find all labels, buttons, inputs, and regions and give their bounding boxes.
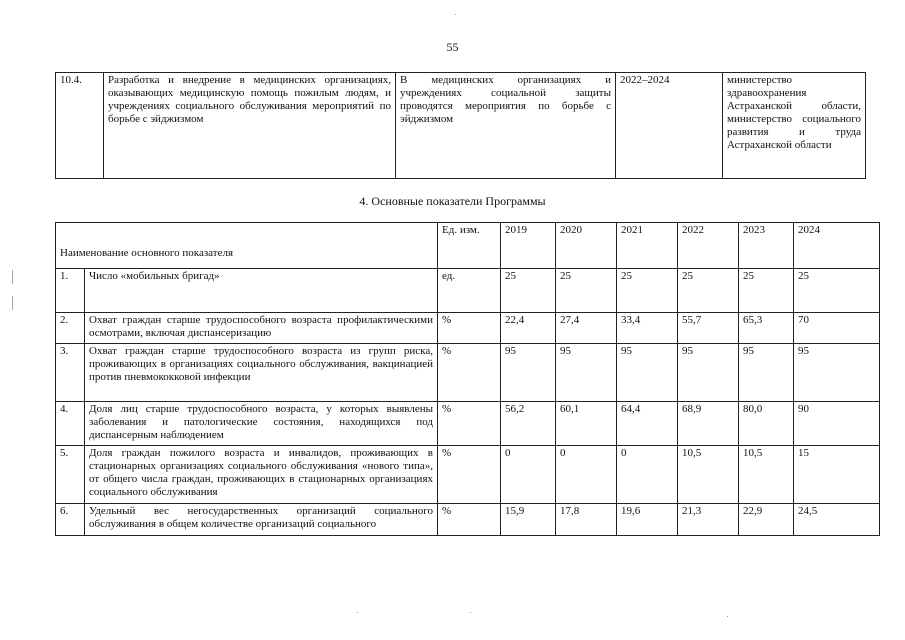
measure-number: 10.4. <box>56 73 104 179</box>
indicator-value: 95 <box>678 344 739 402</box>
measure-description: Разработка и внедрение в медицинских организациях, оказывающих медицинскую помощь пожилым людям, и учреждениях социального обслуживания мероприятий по борьбе с эйджизмом <box>104 73 396 179</box>
table-row <box>56 504 880 536</box>
indicator-value: 10,5 <box>678 446 739 504</box>
indicator-value: 25 <box>617 269 678 313</box>
row-number: 5. <box>56 446 85 504</box>
indicator-unit: % <box>438 402 501 446</box>
indicator-unit: % <box>438 446 501 504</box>
indicator-value: 95 <box>794 344 880 402</box>
table-row <box>56 269 880 313</box>
indicator-value: 27,4 <box>556 313 617 344</box>
measure-result: В медицинских организациях и учреждениях социальной защиты проводятся мероприятия по борьбе с эйджизмом <box>396 73 616 179</box>
indicator-value: 33,4 <box>617 313 678 344</box>
indicator-value: 65,3 <box>739 313 794 344</box>
indicator-value: 24,5 <box>794 504 880 536</box>
indicator-name: Охват граждан старше трудоспособного возраста профилактическими осмотрами, включая диспансеризацию <box>85 313 438 344</box>
indicator-value: 25 <box>678 269 739 313</box>
indicator-value: 21,3 <box>678 504 739 536</box>
indicator-value: 56,2 <box>501 402 556 446</box>
margin-mark <box>12 270 13 284</box>
header-year: 2024 <box>794 223 880 269</box>
header-year: 2021 <box>617 223 678 269</box>
indicator-unit: % <box>438 313 501 344</box>
row-number: 6. <box>56 504 85 536</box>
row-number: 1. <box>56 269 85 313</box>
section-title: 4. Основные показатели Программы <box>359 194 546 208</box>
header-indicator-name: Наименование основного показателя <box>56 223 438 269</box>
indicator-value: 15 <box>794 446 880 504</box>
indicator-unit: % <box>438 504 501 536</box>
row-number: 3. <box>56 344 85 402</box>
table-row <box>56 446 880 504</box>
indicator-value: 68,9 <box>678 402 739 446</box>
indicator-value: 64,4 <box>617 402 678 446</box>
indicator-value: 0 <box>617 446 678 504</box>
table-row <box>56 344 880 402</box>
indicator-value: 95 <box>501 344 556 402</box>
indicator-value: 95 <box>617 344 678 402</box>
indicator-value: 22,4 <box>501 313 556 344</box>
indicator-value: 0 <box>501 446 556 504</box>
header-year: 2022 <box>678 223 739 269</box>
header-year: 2023 <box>739 223 794 269</box>
header-year: 2020 <box>556 223 617 269</box>
indicator-unit: ед. <box>438 269 501 313</box>
indicator-name: Удельный вес негосударственных организаций социального обслуживания в общем количестве организаций социального <box>85 504 438 536</box>
page-number: 55 <box>446 40 459 54</box>
measures-table <box>55 72 866 179</box>
scan-speck <box>727 616 728 617</box>
indicator-value: 90 <box>794 402 880 446</box>
indicator-value: 0 <box>556 446 617 504</box>
row-number: 2. <box>56 313 85 344</box>
indicator-unit: % <box>438 344 501 402</box>
table-row <box>56 313 880 344</box>
indicator-value: 25 <box>556 269 617 313</box>
indicator-name: Доля граждан пожилого возраста и инвалидов, проживающих в стационарных организациях социального обслуживания «нового типа», от общего числа граждан, проживающих в стационарных организациях социального обслуживания <box>85 446 438 504</box>
indicator-value: 17,8 <box>556 504 617 536</box>
scan-speck <box>357 612 358 613</box>
indicator-value: 19,6 <box>617 504 678 536</box>
indicator-value: 25 <box>501 269 556 313</box>
indicator-value: 10,5 <box>739 446 794 504</box>
measure-responsible: министерство здравоохранения Астраханской области, министерство социального развития и труда Астраханской области <box>723 73 866 179</box>
measure-period: 2022–2024 <box>616 73 723 179</box>
indicator-value: 95 <box>739 344 794 402</box>
header-row <box>56 223 880 269</box>
indicator-value: 25 <box>739 269 794 313</box>
table-row <box>56 73 866 179</box>
indicator-name: Доля лиц старше трудоспособного возраста, у которых выявлены заболевания и патологические состояния, находящихся под диспансерным наблюдением <box>85 402 438 446</box>
table-row <box>56 402 880 446</box>
scan-speck <box>470 612 471 613</box>
row-number: 4. <box>56 402 85 446</box>
indicator-value: 70 <box>794 313 880 344</box>
indicator-value: 25 <box>794 269 880 313</box>
indicators-table <box>55 222 880 536</box>
indicator-name: Охват граждан старше трудоспособного возраста из групп риска, проживающих в организациях социального обслуживания, вакцинацией против пневмококковой инфекции <box>85 344 438 402</box>
indicator-value: 15,9 <box>501 504 556 536</box>
margin-mark <box>12 296 13 310</box>
header-unit: Ед. изм. <box>438 223 501 269</box>
indicator-value: 80,0 <box>739 402 794 446</box>
indicator-value: 95 <box>556 344 617 402</box>
indicator-value: 55,7 <box>678 313 739 344</box>
header-year: 2019 <box>501 223 556 269</box>
scan-speck <box>455 14 456 15</box>
indicator-name: Число «мобильных бригад» <box>85 269 438 313</box>
indicator-value: 22,9 <box>739 504 794 536</box>
indicator-value: 60,1 <box>556 402 617 446</box>
